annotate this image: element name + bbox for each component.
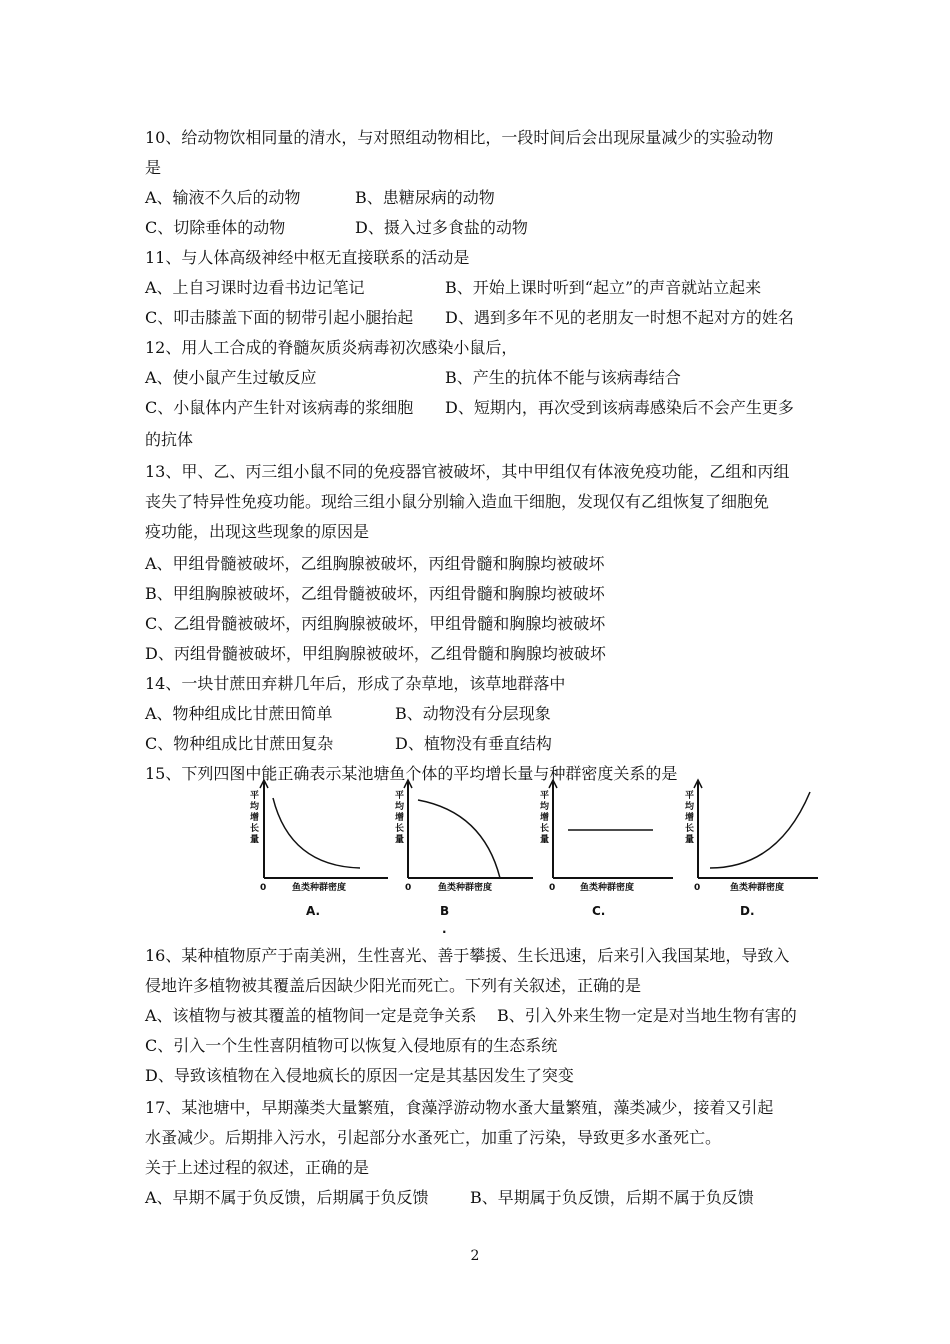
graph-d-label: D.	[740, 904, 755, 918]
q14-option-a: A、物种组成比甘蔗田简单	[145, 704, 333, 723]
graph-b-label-dot: .	[442, 922, 447, 936]
graph-a-ylabel	[250, 789, 260, 845]
q13-option-d: D、丙组骨髓被破坏，甲组胸腺被破坏，乙组骨髓和胸腺均被破坏	[145, 644, 606, 663]
q11-stem: 11、与人体高级神经中枢无直接联系的活动是	[145, 248, 470, 267]
q15-graphs	[228, 770, 828, 940]
graph-c-ylabel	[540, 789, 550, 845]
q16-option-a: A、该植物与被其覆盖的植物间一定是竞争关系	[145, 1006, 477, 1025]
q10-option-b: B、患糖尿病的动物	[355, 188, 495, 207]
svg-text:平: 平	[685, 791, 695, 801]
q15-graphs-figure	[228, 770, 828, 940]
q14-option-d: D、植物没有垂直结构	[395, 734, 552, 753]
graph-d	[685, 780, 818, 918]
q12-option-a: A、使小鼠产生过敏反应	[145, 368, 317, 387]
graph-c	[540, 780, 673, 918]
graph-a-label: A.	[306, 904, 321, 918]
q17-stem-line1: 17、某池塘中，早期藻类大量繁殖，食藻浮游动物水蚤大量繁殖，藻类减少，接着又引起	[145, 1098, 774, 1117]
q11-option-d: D、遇到多年不见的老朋友一时想不起对方的姓名	[445, 308, 794, 327]
q10-option-d: D、摄入过多食盐的动物	[355, 218, 528, 237]
svg-text:增: 增	[685, 813, 695, 823]
q12-option-b: B、产生的抗体不能与该病毒结合	[445, 368, 681, 387]
q10-stem-line1: 10、给动物饮相同量的清水，与对照组动物相比，一段时间后会出现尿量减少的实验动物	[145, 128, 774, 147]
graph-b-label: B	[440, 904, 450, 918]
svg-text:量: 量	[395, 835, 405, 845]
svg-text:均: 均	[540, 802, 550, 812]
svg-text:均: 均	[395, 802, 405, 812]
svg-text:长: 长	[685, 824, 695, 834]
svg-text:增: 增	[395, 813, 405, 823]
graph-c-xlabel: 鱼类种群密度	[580, 883, 635, 893]
graph-d-curve	[710, 792, 810, 868]
graph-a-origin: 0	[260, 883, 267, 893]
graph-c-origin: 0	[549, 883, 556, 893]
svg-text:均: 均	[250, 802, 260, 812]
graph-b-curve	[418, 800, 500, 878]
svg-text:平: 平	[540, 791, 550, 801]
q10-option-c: C、切除垂体的动物	[145, 218, 286, 237]
svg-text:长: 长	[395, 824, 405, 834]
graph-b-ylabel	[395, 789, 405, 845]
q17-option-a: A、早期不属于负反馈，后期属于负反馈	[145, 1188, 429, 1207]
q11-option-b: B、开始上课时听到“起立”的声音就站立起来	[445, 278, 762, 297]
graph-d-xlabel: 鱼类种群密度	[730, 883, 785, 893]
svg-text:增: 增	[250, 813, 260, 823]
svg-text:增: 增	[540, 813, 550, 823]
svg-text:长: 长	[250, 824, 260, 834]
graph-b-xlabel: 鱼类种群密度	[438, 883, 493, 893]
q16-option-b: B、引入外来生物一定是对当地生物有害的	[497, 1006, 797, 1025]
q10-stem-line2: 是	[145, 158, 162, 177]
graph-b	[395, 780, 533, 936]
q11-option-a: A、上自习课时边看书边记笔记	[145, 278, 365, 297]
svg-text:量: 量	[540, 835, 550, 845]
q16-option-d: D、导致该植物在入侵地疯长的原因一定是其基因发生了突变	[145, 1066, 574, 1085]
graph-c-label: C.	[592, 904, 606, 918]
q17-stem-line3: 关于上述过程的叙述，正确的是	[145, 1158, 370, 1177]
q13-stem-line3: 疫功能，出现这些现象的原因是	[145, 522, 370, 541]
q16-option-c: C、引入一个生性喜阴植物可以恢复入侵地原有的生态系统	[145, 1036, 558, 1055]
q14-option-b: B、动物没有分层现象	[395, 704, 551, 723]
q13-option-b: B、甲组胸腺被破坏，乙组骨髓被破坏，丙组骨髓和胸腺均被破坏	[145, 584, 605, 603]
q14-option-c: C、物种组成比甘蔗田复杂	[145, 734, 334, 753]
q17-option-b: B、早期属于负反馈，后期不属于负反馈	[470, 1188, 754, 1207]
graph-b-origin: 0	[405, 883, 412, 893]
svg-text:均: 均	[685, 802, 695, 812]
q12-option-d: D、短期内，再次受到该病毒感染后不会产生更多	[445, 398, 794, 417]
svg-text:平: 平	[250, 791, 260, 801]
q15-stem: 15、下列四图中能正确表示某池塘鱼个体的平均增长量与种群密度关系的是	[145, 764, 678, 783]
q10-option-a: A、输液不久后的动物	[145, 188, 301, 207]
q16-stem-line2: 侵地许多植物被其覆盖后因缺少阳光而死亡。下列有关叙述，正确的是	[145, 976, 642, 995]
q16-stem-line1: 16、某种植物原产于南美洲，生性喜光、善于攀援、生长迅速，后来引入我国某地，导致入	[145, 946, 790, 965]
q12-stem: 12、用人工合成的脊髓灰质炎病毒初次感染小鼠后，	[145, 338, 518, 357]
q13-option-a: A、甲组骨髓被破坏，乙组胸腺被破坏，丙组骨髓和胸腺均被破坏	[145, 554, 605, 573]
graph-d-origin: 0	[694, 883, 701, 893]
q13-stem-line2: 丧失了特异性免疫功能。现给三组小鼠分别输入造血干细胞，发现仅有乙组恢复了细胞免	[145, 492, 770, 511]
svg-text:长: 长	[540, 824, 550, 834]
page-number: 2	[470, 1248, 480, 1264]
svg-text:平: 平	[395, 791, 405, 801]
svg-text:量: 量	[685, 835, 695, 845]
q12-option-d-continued: 的抗体	[145, 430, 194, 449]
graph-a-xlabel: 鱼类种群密度	[292, 883, 347, 893]
q13-stem-line1: 13、甲、乙、丙三组小鼠不同的免疫器官被破坏，其中甲组仅有体液免疫功能，乙组和丙组	[145, 462, 790, 481]
graph-d-ylabel	[685, 789, 695, 845]
q17-stem-line2: 水蚤减少。后期排入污水，引起部分水蚤死亡，加重了污染，导致更多水蚤死亡。	[145, 1128, 722, 1147]
graph-a	[250, 780, 388, 918]
svg-text:量: 量	[250, 835, 260, 845]
q12-option-c: C、小鼠体内产生针对该病毒的浆细胞	[145, 398, 414, 417]
q11-option-c: C、叩击膝盖下面的韧带引起小腿抬起	[145, 308, 414, 327]
graph-a-curve	[273, 798, 360, 868]
q13-option-c: C、乙组骨髓被破坏，丙组胸腺被破坏，甲组骨髓和胸腺均被破坏	[145, 614, 606, 633]
q14-stem: 14、一块甘蔗田弃耕几年后，形成了杂草地，该草地群落中	[145, 674, 566, 693]
